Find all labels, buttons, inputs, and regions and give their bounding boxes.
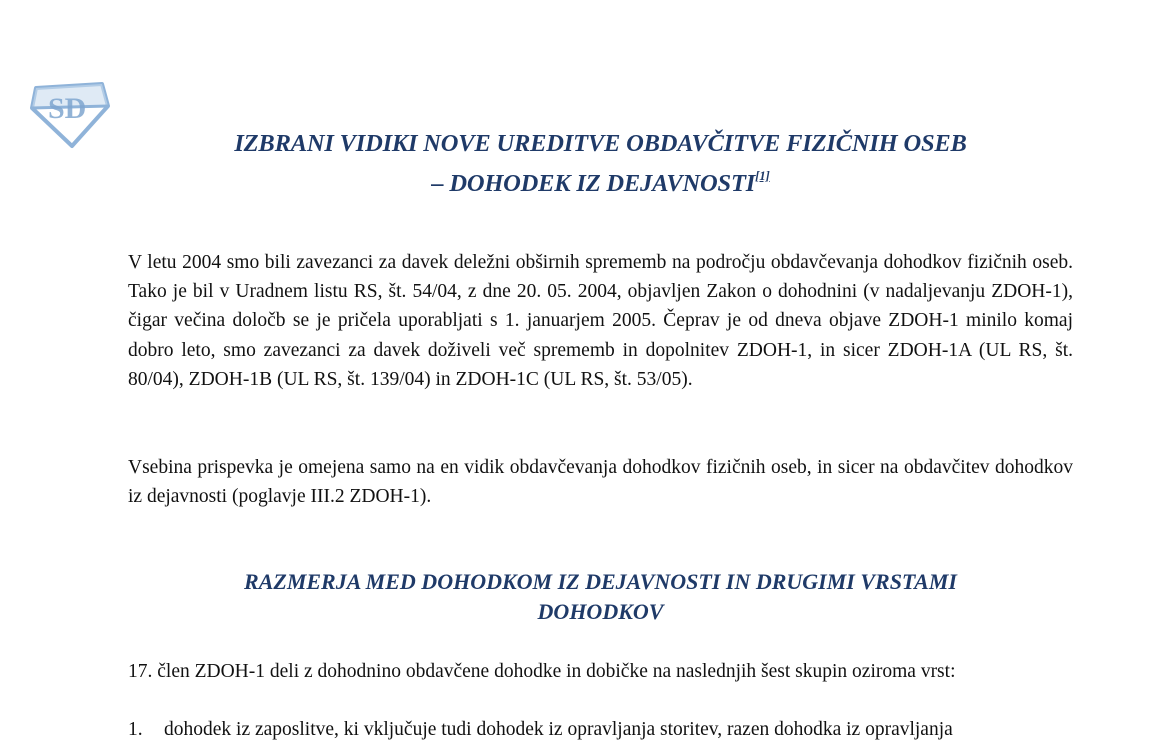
logo-letter-s: SD bbox=[48, 92, 87, 125]
list-item-text: dohodek iz zaposlitve, ki vključuje tudi dohodek iz opravljanja storitev, razen dohodka iz opravljanja bbox=[164, 719, 953, 740]
document-title bbox=[128, 128, 1073, 200]
title-line-1: IZBRANI VIDIKI NOVE UREDITVE OBDAVČITVE FIZIČNIH OSEB bbox=[234, 130, 967, 157]
section-heading bbox=[128, 567, 1073, 627]
paragraph-scope: Vsebina prispevka je omejena samo na en vidik obdavčevanja dohodkov fizičnih oseb, in sicer na obdavčitev dohodkov iz dejavnosti (poglavje III.2 ZDOH-1). bbox=[128, 457, 1073, 508]
section-heading-line-2: DOHODKOV bbox=[537, 599, 664, 624]
section-heading-line-1: RAZMERJA MED DOHODKOM IZ DEJAVNOSTI IN DRUGIMI VRSTAMI bbox=[244, 569, 957, 594]
title-line-2-text: – DOHODEK IZ DEJAVNOSTI bbox=[431, 170, 756, 197]
title-line-2 bbox=[128, 160, 1073, 200]
footnote-link[interactable]: [1] bbox=[755, 168, 770, 183]
sd-diamond-logo-icon bbox=[26, 78, 112, 150]
list-item bbox=[128, 715, 1073, 744]
paragraph-article-17: 17. člen ZDOH-1 deli z dohodnino obdavčene dohodke in dobičke na naslednjih šest skupin oziroma vrst: bbox=[128, 661, 956, 682]
list-item-number: 1. bbox=[128, 719, 143, 740]
paragraph-intro: V letu 2004 smo bili zavezanci za davek deležni obširnih sprememb na področju obdavčevanja dohodkov fizičnih oseb. Tako je bil v Uradnem listu RS, št. 54/04, z dne 20. 05. 2004, objavljen Zakon o dohodnini (v nadaljevanju ZDOH-1), čigar večina določb se je pričela uporabljati s 1. januarjem 2005. Čeprav je od dneva objave ZDOH-1 minilo komaj dobro leto, smo zavezanci za davek doživeli več sprememb in dopolnitev ZDOH-1, in sicer ZDOH-1A (UL RS, št. 80/04), ZDOH-1B (UL RS, št. 139/04) in ZDOH-1C (UL RS, št. 53/05). bbox=[128, 252, 1073, 390]
